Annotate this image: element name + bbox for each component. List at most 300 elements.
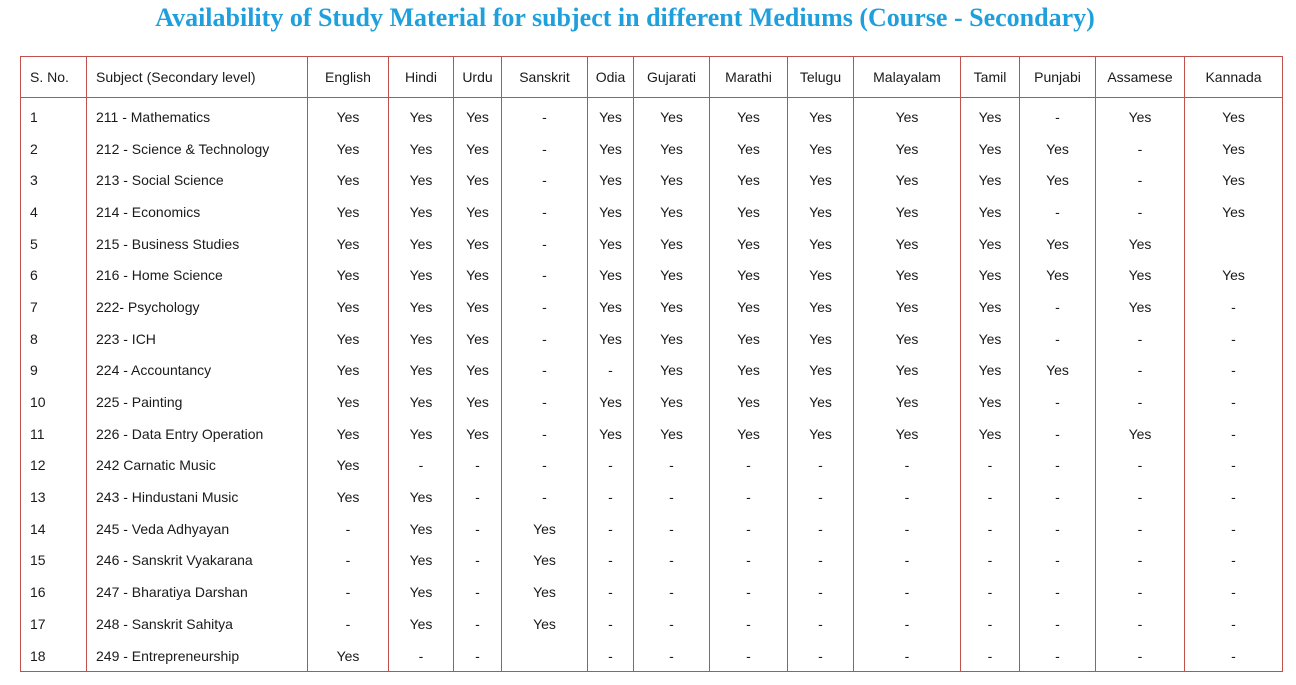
availability-cell: Yes bbox=[961, 98, 1020, 133]
column-header: Kannada bbox=[1185, 57, 1283, 98]
availability-cell: - bbox=[1020, 513, 1096, 545]
table-row bbox=[21, 228, 1283, 260]
availability-cell: - bbox=[1096, 640, 1185, 672]
availability-cell: Yes bbox=[502, 545, 588, 577]
availability-cell: - bbox=[502, 228, 588, 260]
availability-cell: Yes bbox=[710, 291, 788, 323]
serial-number-cell: 10 bbox=[21, 386, 87, 418]
availability-cell: - bbox=[1020, 545, 1096, 577]
serial-number-cell: 9 bbox=[21, 355, 87, 387]
availability-cell: - bbox=[588, 640, 634, 672]
availability-cell: Yes bbox=[588, 98, 634, 133]
availability-cell: Yes bbox=[634, 418, 710, 450]
serial-number-cell: 18 bbox=[21, 640, 87, 672]
table-row bbox=[21, 608, 1283, 640]
serial-number-cell: 6 bbox=[21, 259, 87, 291]
availability-cell: Yes bbox=[961, 133, 1020, 165]
availability-cell: Yes bbox=[854, 98, 961, 133]
serial-number-cell: 2 bbox=[21, 133, 87, 165]
availability-cell: Yes bbox=[454, 355, 502, 387]
availability-cell: - bbox=[502, 98, 588, 133]
availability-cell: - bbox=[502, 355, 588, 387]
column-header: Gujarati bbox=[634, 57, 710, 98]
availability-cell: Yes bbox=[854, 291, 961, 323]
availability-cell: - bbox=[788, 576, 854, 608]
availability-cell: Yes bbox=[634, 386, 710, 418]
availability-cell: - bbox=[308, 608, 389, 640]
availability-cell: Yes bbox=[710, 164, 788, 196]
availability-cell: - bbox=[1020, 450, 1096, 482]
availability-cell: - bbox=[710, 545, 788, 577]
column-header: Odia bbox=[588, 57, 634, 98]
availability-cell: Yes bbox=[710, 196, 788, 228]
table-row bbox=[21, 481, 1283, 513]
availability-cell: Yes bbox=[1020, 259, 1096, 291]
availability-cell: Yes bbox=[634, 196, 710, 228]
availability-cell: Yes bbox=[710, 98, 788, 133]
availability-cell: - bbox=[588, 608, 634, 640]
availability-cell: Yes bbox=[454, 196, 502, 228]
availability-cell: - bbox=[1096, 323, 1185, 355]
availability-cell: Yes bbox=[454, 418, 502, 450]
table-row bbox=[21, 545, 1283, 577]
table-row bbox=[21, 259, 1283, 291]
availability-cell: - bbox=[1096, 196, 1185, 228]
availability-cell: Yes bbox=[788, 418, 854, 450]
availability-cell: - bbox=[1185, 323, 1283, 355]
availability-cell: Yes bbox=[308, 450, 389, 482]
table-row bbox=[21, 323, 1283, 355]
availability-cell: Yes bbox=[961, 164, 1020, 196]
availability-cell: Yes bbox=[1096, 259, 1185, 291]
availability-cell: Yes bbox=[634, 323, 710, 355]
availability-cell: - bbox=[788, 608, 854, 640]
availability-cell: Yes bbox=[1096, 98, 1185, 133]
column-header: Punjabi bbox=[1020, 57, 1096, 98]
study-material-table-wrapper bbox=[20, 56, 1283, 672]
availability-cell: - bbox=[1020, 323, 1096, 355]
table-row bbox=[21, 386, 1283, 418]
availability-cell: Yes bbox=[961, 259, 1020, 291]
availability-cell: - bbox=[454, 576, 502, 608]
table-row bbox=[21, 450, 1283, 482]
availability-cell: Yes bbox=[854, 133, 961, 165]
table-body bbox=[21, 98, 1283, 672]
availability-cell: - bbox=[1185, 513, 1283, 545]
subject-cell: 222- Psychology bbox=[87, 291, 308, 323]
availability-cell: - bbox=[1096, 576, 1185, 608]
availability-cell: - bbox=[1096, 164, 1185, 196]
availability-cell: - bbox=[502, 291, 588, 323]
column-header: Assamese bbox=[1096, 57, 1185, 98]
availability-cell: - bbox=[1020, 98, 1096, 133]
serial-number-cell: 3 bbox=[21, 164, 87, 196]
availability-cell: Yes bbox=[1185, 133, 1283, 165]
availability-cell: Yes bbox=[389, 196, 454, 228]
availability-cell: Yes bbox=[389, 386, 454, 418]
availability-cell: Yes bbox=[710, 323, 788, 355]
availability-cell: - bbox=[710, 640, 788, 672]
column-header: Tamil bbox=[961, 57, 1020, 98]
subject-cell: 243 - Hindustani Music bbox=[87, 481, 308, 513]
availability-cell: Yes bbox=[588, 228, 634, 260]
serial-number-cell: 15 bbox=[21, 545, 87, 577]
page-title: Availability of Study Material for subject in different Mediums (Course - Secondary) bbox=[155, 3, 1095, 32]
availability-cell: - bbox=[389, 450, 454, 482]
availability-cell: Yes bbox=[1185, 98, 1283, 133]
column-header: Malayalam bbox=[854, 57, 961, 98]
subject-cell: 212 - Science & Technology bbox=[87, 133, 308, 165]
availability-cell: - bbox=[854, 513, 961, 545]
availability-cell: Yes bbox=[710, 228, 788, 260]
availability-cell: - bbox=[1096, 608, 1185, 640]
availability-cell: Yes bbox=[389, 608, 454, 640]
availability-cell: - bbox=[854, 450, 961, 482]
availability-cell: Yes bbox=[961, 386, 1020, 418]
availability-cell: - bbox=[1020, 481, 1096, 513]
availability-cell: Yes bbox=[389, 323, 454, 355]
availability-cell: Yes bbox=[389, 513, 454, 545]
availability-cell: - bbox=[788, 640, 854, 672]
availability-cell: Yes bbox=[454, 228, 502, 260]
column-header: Sanskrit bbox=[502, 57, 588, 98]
availability-cell: - bbox=[710, 576, 788, 608]
availability-cell: - bbox=[588, 450, 634, 482]
availability-cell: Yes bbox=[788, 291, 854, 323]
availability-cell: Yes bbox=[308, 386, 389, 418]
availability-cell: Yes bbox=[588, 323, 634, 355]
subject-cell: 216 - Home Science bbox=[87, 259, 308, 291]
subject-cell: 226 - Data Entry Operation bbox=[87, 418, 308, 450]
table-row bbox=[21, 513, 1283, 545]
availability-cell: Yes bbox=[588, 164, 634, 196]
serial-number-cell: 14 bbox=[21, 513, 87, 545]
availability-cell: - bbox=[854, 545, 961, 577]
column-header: English bbox=[308, 57, 389, 98]
table-row bbox=[21, 98, 1283, 133]
availability-cell: - bbox=[961, 545, 1020, 577]
availability-cell: Yes bbox=[710, 133, 788, 165]
availability-cell: - bbox=[1096, 481, 1185, 513]
availability-cell: Yes bbox=[502, 576, 588, 608]
availability-cell: - bbox=[788, 513, 854, 545]
availability-cell: Yes bbox=[308, 418, 389, 450]
availability-cell: - bbox=[1185, 355, 1283, 387]
availability-cell: - bbox=[1185, 608, 1283, 640]
availability-cell: Yes bbox=[588, 291, 634, 323]
availability-cell: Yes bbox=[854, 164, 961, 196]
column-header: Telugu bbox=[788, 57, 854, 98]
serial-number-cell: 16 bbox=[21, 576, 87, 608]
availability-cell: - bbox=[1020, 418, 1096, 450]
availability-cell: Yes bbox=[1096, 228, 1185, 260]
availability-cell: - bbox=[588, 513, 634, 545]
availability-cell: Yes bbox=[588, 196, 634, 228]
availability-cell: Yes bbox=[454, 98, 502, 133]
subject-cell: 214 - Economics bbox=[87, 196, 308, 228]
availability-cell: Yes bbox=[1096, 418, 1185, 450]
availability-cell: - bbox=[634, 481, 710, 513]
subject-cell: 246 - Sanskrit Vyakarana bbox=[87, 545, 308, 577]
availability-cell: Yes bbox=[308, 355, 389, 387]
availability-cell: Yes bbox=[1096, 291, 1185, 323]
availability-cell: - bbox=[1096, 386, 1185, 418]
availability-cell: Yes bbox=[634, 291, 710, 323]
table-row bbox=[21, 418, 1283, 450]
serial-number-cell: 1 bbox=[21, 98, 87, 133]
availability-cell: Yes bbox=[710, 355, 788, 387]
serial-number-cell: 5 bbox=[21, 228, 87, 260]
availability-cell: Yes bbox=[389, 133, 454, 165]
availability-cell: - bbox=[961, 450, 1020, 482]
availability-cell: - bbox=[1185, 481, 1283, 513]
availability-cell: Yes bbox=[961, 418, 1020, 450]
availability-cell: - bbox=[1096, 513, 1185, 545]
availability-cell: - bbox=[1096, 545, 1185, 577]
availability-cell: - bbox=[854, 576, 961, 608]
availability-cell: Yes bbox=[389, 481, 454, 513]
table-row bbox=[21, 164, 1283, 196]
availability-cell: - bbox=[961, 513, 1020, 545]
availability-cell: Yes bbox=[389, 164, 454, 196]
availability-cell: Yes bbox=[308, 133, 389, 165]
table-row bbox=[21, 355, 1283, 387]
availability-cell: - bbox=[710, 608, 788, 640]
availability-cell: Yes bbox=[389, 98, 454, 133]
availability-cell bbox=[502, 640, 588, 672]
availability-cell: Yes bbox=[308, 196, 389, 228]
availability-cell: - bbox=[634, 576, 710, 608]
availability-cell: - bbox=[634, 545, 710, 577]
availability-cell: - bbox=[502, 481, 588, 513]
availability-cell: - bbox=[389, 640, 454, 672]
availability-cell: - bbox=[1185, 576, 1283, 608]
availability-cell: - bbox=[588, 481, 634, 513]
availability-cell: Yes bbox=[961, 291, 1020, 323]
subject-cell: 215 - Business Studies bbox=[87, 228, 308, 260]
availability-cell: Yes bbox=[1020, 355, 1096, 387]
availability-cell: - bbox=[1020, 291, 1096, 323]
availability-cell: - bbox=[961, 576, 1020, 608]
availability-cell: Yes bbox=[308, 640, 389, 672]
availability-cell: Yes bbox=[502, 513, 588, 545]
availability-cell: - bbox=[1185, 386, 1283, 418]
availability-cell: - bbox=[634, 513, 710, 545]
availability-cell: Yes bbox=[389, 228, 454, 260]
availability-cell: - bbox=[788, 545, 854, 577]
availability-cell: - bbox=[502, 259, 588, 291]
availability-cell: - bbox=[588, 576, 634, 608]
availability-cell: Yes bbox=[634, 164, 710, 196]
availability-cell: Yes bbox=[1185, 196, 1283, 228]
availability-cell: Yes bbox=[308, 259, 389, 291]
availability-cell: Yes bbox=[788, 355, 854, 387]
availability-cell: Yes bbox=[454, 386, 502, 418]
availability-cell: Yes bbox=[961, 228, 1020, 260]
subject-cell: 247 - Bharatiya Darshan bbox=[87, 576, 308, 608]
availability-cell: - bbox=[710, 513, 788, 545]
subject-cell: 245 - Veda Adhyayan bbox=[87, 513, 308, 545]
availability-cell: Yes bbox=[854, 355, 961, 387]
availability-cell: - bbox=[854, 481, 961, 513]
availability-cell: - bbox=[1096, 355, 1185, 387]
study-material-table bbox=[20, 56, 1283, 672]
availability-cell: - bbox=[588, 545, 634, 577]
availability-cell: Yes bbox=[634, 98, 710, 133]
serial-number-cell: 8 bbox=[21, 323, 87, 355]
availability-cell: - bbox=[634, 450, 710, 482]
serial-number-cell: 7 bbox=[21, 291, 87, 323]
availability-cell: Yes bbox=[389, 576, 454, 608]
availability-cell: - bbox=[961, 608, 1020, 640]
availability-cell: Yes bbox=[389, 291, 454, 323]
serial-number-cell: 13 bbox=[21, 481, 87, 513]
availability-cell: Yes bbox=[308, 228, 389, 260]
availability-cell: - bbox=[1185, 640, 1283, 672]
availability-cell: - bbox=[710, 450, 788, 482]
availability-cell: Yes bbox=[634, 228, 710, 260]
availability-cell: - bbox=[1185, 545, 1283, 577]
availability-cell: - bbox=[502, 164, 588, 196]
availability-cell: Yes bbox=[710, 418, 788, 450]
availability-cell: Yes bbox=[389, 259, 454, 291]
availability-cell: Yes bbox=[454, 323, 502, 355]
serial-number-cell: 4 bbox=[21, 196, 87, 228]
availability-cell: Yes bbox=[961, 323, 1020, 355]
availability-cell: Yes bbox=[710, 386, 788, 418]
availability-cell: - bbox=[308, 545, 389, 577]
availability-cell: Yes bbox=[588, 133, 634, 165]
availability-cell: - bbox=[1185, 418, 1283, 450]
availability-cell: - bbox=[788, 450, 854, 482]
availability-cell: Yes bbox=[634, 133, 710, 165]
availability-cell: Yes bbox=[1020, 164, 1096, 196]
availability-cell: Yes bbox=[710, 259, 788, 291]
availability-cell: Yes bbox=[454, 164, 502, 196]
availability-cell: - bbox=[502, 386, 588, 418]
availability-cell: - bbox=[502, 450, 588, 482]
availability-cell bbox=[1185, 228, 1283, 260]
subject-cell: 223 - ICH bbox=[87, 323, 308, 355]
availability-cell: Yes bbox=[788, 228, 854, 260]
column-header: S. No. bbox=[21, 57, 87, 98]
availability-cell: Yes bbox=[1185, 164, 1283, 196]
availability-cell: Yes bbox=[1020, 228, 1096, 260]
availability-cell: - bbox=[1020, 196, 1096, 228]
subject-cell: 248 - Sanskrit Sahitya bbox=[87, 608, 308, 640]
availability-cell: - bbox=[1096, 133, 1185, 165]
table-header-row bbox=[21, 57, 1283, 98]
availability-cell: Yes bbox=[308, 164, 389, 196]
availability-cell: - bbox=[961, 481, 1020, 513]
availability-cell: Yes bbox=[854, 228, 961, 260]
availability-cell: - bbox=[588, 355, 634, 387]
availability-cell: Yes bbox=[788, 98, 854, 133]
availability-cell: Yes bbox=[788, 196, 854, 228]
availability-cell: - bbox=[1020, 576, 1096, 608]
availability-cell: - bbox=[1185, 291, 1283, 323]
availability-cell: - bbox=[454, 640, 502, 672]
availability-cell: - bbox=[1185, 450, 1283, 482]
availability-cell: Yes bbox=[788, 323, 854, 355]
column-header: Urdu bbox=[454, 57, 502, 98]
availability-cell: Yes bbox=[634, 259, 710, 291]
availability-cell: - bbox=[788, 481, 854, 513]
availability-cell: Yes bbox=[788, 259, 854, 291]
availability-cell: Yes bbox=[308, 323, 389, 355]
availability-cell: Yes bbox=[588, 259, 634, 291]
availability-cell: - bbox=[1096, 450, 1185, 482]
subject-cell: 242 Carnatic Music bbox=[87, 450, 308, 482]
availability-cell: - bbox=[454, 450, 502, 482]
availability-cell: - bbox=[1020, 386, 1096, 418]
availability-cell: Yes bbox=[788, 164, 854, 196]
subject-cell: 213 - Social Science bbox=[87, 164, 308, 196]
availability-cell: - bbox=[502, 196, 588, 228]
availability-cell: - bbox=[502, 418, 588, 450]
availability-cell: - bbox=[454, 608, 502, 640]
availability-cell: - bbox=[634, 608, 710, 640]
availability-cell: - bbox=[308, 513, 389, 545]
availability-cell: - bbox=[1020, 608, 1096, 640]
availability-cell: - bbox=[502, 323, 588, 355]
availability-cell: Yes bbox=[854, 386, 961, 418]
availability-cell: Yes bbox=[788, 133, 854, 165]
serial-number-cell: 17 bbox=[21, 608, 87, 640]
column-header: Marathi bbox=[710, 57, 788, 98]
table-row bbox=[21, 196, 1283, 228]
availability-cell: Yes bbox=[588, 386, 634, 418]
availability-cell: - bbox=[1020, 640, 1096, 672]
availability-cell: Yes bbox=[961, 355, 1020, 387]
serial-number-cell: 12 bbox=[21, 450, 87, 482]
column-header: Hindi bbox=[389, 57, 454, 98]
availability-cell: Yes bbox=[788, 386, 854, 418]
availability-cell: Yes bbox=[854, 323, 961, 355]
availability-cell: Yes bbox=[454, 133, 502, 165]
availability-cell: Yes bbox=[854, 196, 961, 228]
availability-cell: Yes bbox=[454, 259, 502, 291]
availability-cell: Yes bbox=[634, 355, 710, 387]
availability-cell: Yes bbox=[454, 291, 502, 323]
serial-number-cell: 11 bbox=[21, 418, 87, 450]
availability-cell: Yes bbox=[308, 291, 389, 323]
availability-cell: - bbox=[854, 608, 961, 640]
table-row bbox=[21, 291, 1283, 323]
availability-cell: - bbox=[454, 513, 502, 545]
availability-cell: Yes bbox=[1185, 259, 1283, 291]
availability-cell: Yes bbox=[308, 481, 389, 513]
availability-cell: - bbox=[454, 545, 502, 577]
availability-cell: Yes bbox=[961, 196, 1020, 228]
availability-cell: - bbox=[710, 481, 788, 513]
availability-cell: Yes bbox=[308, 98, 389, 133]
availability-cell: - bbox=[502, 133, 588, 165]
table-row bbox=[21, 133, 1283, 165]
availability-cell: Yes bbox=[588, 418, 634, 450]
availability-cell: Yes bbox=[854, 418, 961, 450]
availability-cell: Yes bbox=[502, 608, 588, 640]
availability-cell: Yes bbox=[854, 259, 961, 291]
availability-cell: Yes bbox=[389, 355, 454, 387]
table-row bbox=[21, 640, 1283, 672]
subject-cell: 225 - Painting bbox=[87, 386, 308, 418]
subject-cell: 249 - Entrepreneurship bbox=[87, 640, 308, 672]
availability-cell: - bbox=[308, 576, 389, 608]
table-row bbox=[21, 576, 1283, 608]
availability-cell: Yes bbox=[389, 418, 454, 450]
availability-cell: - bbox=[854, 640, 961, 672]
